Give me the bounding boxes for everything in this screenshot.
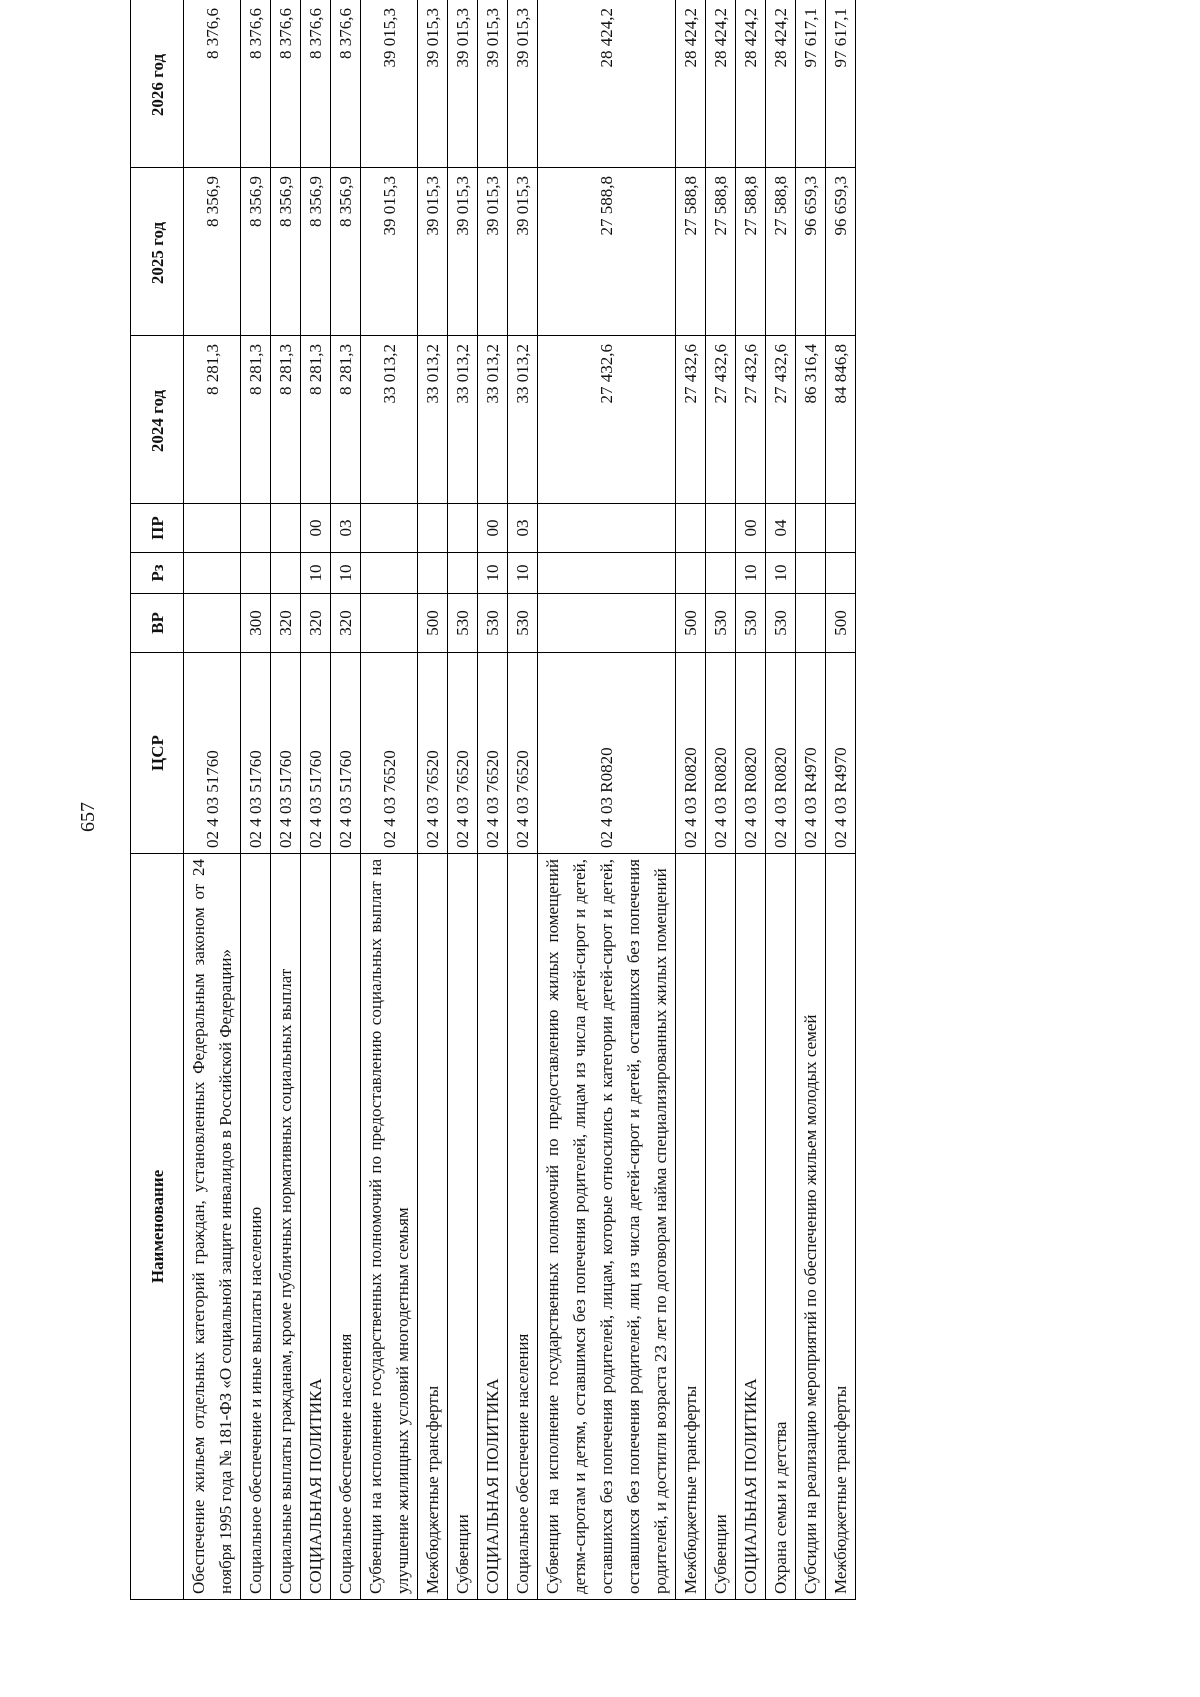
table-row — [766, 0, 796, 1600]
row-name-cell: Субвенции — [706, 854, 736, 1600]
row-2025-cell: 96 659,3 — [826, 168, 856, 336]
row-csr-cell: 02 4 03 R0820 — [706, 653, 736, 854]
row-2025-cell: 8 356,9 — [241, 168, 271, 336]
row-2024-cell: 33 013,2 — [508, 336, 538, 504]
row-2025-cell: 39 015,3 — [448, 168, 478, 336]
table-row — [826, 0, 856, 1600]
row-2026-cell: 28 424,2 — [736, 0, 766, 168]
row-csr-cell: 02 4 03 76520 — [448, 653, 478, 854]
row-2026-cell: 8 376,6 — [184, 0, 241, 168]
row-rz-cell — [241, 553, 271, 594]
row-vr-cell: 320 — [301, 594, 331, 653]
row-name-cell: СОЦИАЛЬНАЯ ПОЛИТИКА — [736, 854, 766, 1600]
row-vr-cell: 530 — [448, 594, 478, 653]
row-name-cell: СОЦИАЛЬНАЯ ПОЛИТИКА — [478, 854, 508, 1600]
row-2025-cell: 27 588,8 — [538, 168, 676, 336]
table-row — [271, 0, 301, 1600]
row-name-cell: Межбюджетные трансферты — [676, 854, 706, 1600]
row-csr-cell: 02 4 03 51760 — [271, 653, 301, 854]
row-rz-cell: 10 — [736, 553, 766, 594]
row-2026-cell: 28 424,2 — [766, 0, 796, 168]
table-row — [184, 0, 241, 1600]
row-rz-cell — [706, 553, 736, 594]
row-2026-cell: 28 424,2 — [706, 0, 736, 168]
row-pr-cell: 04 — [766, 504, 796, 553]
table-row — [448, 0, 478, 1600]
row-name-cell: Охрана семьи и детства — [766, 854, 796, 1600]
row-2024-cell: 27 432,6 — [706, 336, 736, 504]
row-2024-cell: 8 281,3 — [271, 336, 301, 504]
row-rz-cell — [538, 553, 676, 594]
row-csr-cell: 02 4 03 51760 — [301, 653, 331, 854]
row-vr-cell — [796, 594, 826, 653]
row-2026-cell: 39 015,3 — [418, 0, 448, 168]
row-rz-cell: 10 — [478, 553, 508, 594]
row-pr-cell — [706, 504, 736, 553]
row-csr-cell: 02 4 03 76520 — [478, 653, 508, 854]
row-2026-cell: 39 015,3 — [361, 0, 418, 168]
row-rz-cell — [361, 553, 418, 594]
row-name-cell: Субвенции — [448, 854, 478, 1600]
row-2025-cell: 39 015,3 — [478, 168, 508, 336]
row-pr-cell — [676, 504, 706, 553]
row-rz-cell: 10 — [766, 553, 796, 594]
row-2026-cell: 8 376,6 — [331, 0, 361, 168]
row-csr-cell: 02 4 03 51760 — [184, 653, 241, 854]
row-2024-cell: 84 846,8 — [826, 336, 856, 504]
table-row — [736, 0, 766, 1600]
row-name-cell: Межбюджетные трансферты — [418, 854, 448, 1600]
row-2026-cell: 8 376,6 — [271, 0, 301, 168]
header-vr: ВР — [131, 594, 184, 653]
row-rz-cell: 10 — [331, 553, 361, 594]
row-2025-cell: 8 356,9 — [331, 168, 361, 336]
row-pr-cell — [361, 504, 418, 553]
row-csr-cell: 02 4 03 51760 — [331, 653, 361, 854]
table-header-row — [131, 0, 184, 1600]
table-body — [184, 0, 856, 1600]
row-pr-cell: 00 — [736, 504, 766, 553]
row-vr-cell: 530 — [766, 594, 796, 653]
row-pr-cell — [796, 504, 826, 553]
row-2025-cell: 27 588,8 — [676, 168, 706, 336]
row-vr-cell: 320 — [331, 594, 361, 653]
row-2025-cell: 39 015,3 — [508, 168, 538, 336]
row-pr-cell: 03 — [331, 504, 361, 553]
row-2026-cell: 8 376,6 — [301, 0, 331, 168]
row-rz-cell: 10 — [508, 553, 538, 594]
row-2024-cell: 33 013,2 — [478, 336, 508, 504]
header-csr: ЦСР — [131, 653, 184, 854]
header-name: Наименование — [131, 854, 184, 1600]
row-pr-cell: 03 — [508, 504, 538, 553]
row-csr-cell: 02 4 03 R0820 — [736, 653, 766, 854]
row-pr-cell: 00 — [478, 504, 508, 553]
row-name-cell: Социальное обеспечение населения — [331, 854, 361, 1600]
row-2025-cell: 27 588,8 — [766, 168, 796, 336]
table-row — [508, 0, 538, 1600]
row-vr-cell: 500 — [676, 594, 706, 653]
row-name-cell: Субвенции на исполнение государственных полномочий по предоставлению жилых помещений детям-сиротам и детям, оставшимся без попечения родителей, лицам из числа детей-сирот и детей, оставшихся без попечения родителей, лицам, которые относились к категории детей-сирот и детей, оставшихся без попечения родителей, лиц из числа детей-сирот и детей, оставшихся без попечения родителей, и достигли возраста 23 лет по договорам найма специализированных жилых помещений — [538, 854, 676, 1600]
row-2026-cell: 28 424,2 — [676, 0, 706, 168]
row-2026-cell: 8 376,6 — [241, 0, 271, 168]
row-name-cell: Обеспечение жильем отдельных категорий граждан, установленных Федеральным законом от 24 ноября 1995 года № 181-ФЗ «О социальной защите инвалидов в Российской Федерации» — [184, 854, 241, 1600]
row-rz-cell — [448, 553, 478, 594]
header-rz: Рз — [131, 553, 184, 594]
header-2026: 2026 год — [131, 0, 184, 168]
row-vr-cell: 500 — [418, 594, 448, 653]
row-vr-cell — [361, 594, 418, 653]
header-2024: 2024 год — [131, 336, 184, 504]
budget-table — [130, 0, 856, 1600]
row-pr-cell: 00 — [301, 504, 331, 553]
row-vr-cell: 530 — [478, 594, 508, 653]
row-2025-cell: 8 356,9 — [301, 168, 331, 336]
table-row — [241, 0, 271, 1600]
row-csr-cell: 02 4 03 76520 — [418, 653, 448, 854]
row-name-cell: Социальное обеспечение населения — [508, 854, 538, 1600]
row-name-cell: СОЦИАЛЬНАЯ ПОЛИТИКА — [301, 854, 331, 1600]
row-rz-cell — [271, 553, 301, 594]
table-row — [301, 0, 331, 1600]
table-row — [478, 0, 508, 1600]
row-pr-cell — [184, 504, 241, 553]
page-number: 657 — [77, 802, 99, 832]
row-2024-cell: 8 281,3 — [184, 336, 241, 504]
row-2024-cell: 33 013,2 — [448, 336, 478, 504]
row-vr-cell: 530 — [508, 594, 538, 653]
row-2024-cell: 33 013,2 — [418, 336, 448, 504]
table-row — [796, 0, 826, 1600]
row-2025-cell: 8 356,9 — [271, 168, 301, 336]
row-csr-cell: 02 4 03 R0820 — [538, 653, 676, 854]
row-2024-cell: 33 013,2 — [361, 336, 418, 504]
row-name-cell: Межбюджетные трансферты — [826, 854, 856, 1600]
table-row — [418, 0, 448, 1600]
row-vr-cell: 530 — [736, 594, 766, 653]
row-2024-cell: 8 281,3 — [331, 336, 361, 504]
row-2025-cell: 96 659,3 — [796, 168, 826, 336]
row-csr-cell: 02 4 03 51760 — [241, 653, 271, 854]
row-pr-cell — [241, 504, 271, 553]
row-2024-cell: 27 432,6 — [766, 336, 796, 504]
row-csr-cell: 02 4 03 76520 — [508, 653, 538, 854]
row-2025-cell: 27 588,8 — [736, 168, 766, 336]
row-pr-cell — [418, 504, 448, 553]
row-rz-cell — [826, 553, 856, 594]
row-2026-cell: 97 617,1 — [826, 0, 856, 168]
row-2024-cell: 27 432,6 — [736, 336, 766, 504]
row-vr-cell: 300 — [241, 594, 271, 653]
row-vr-cell: 500 — [826, 594, 856, 653]
row-name-cell: Социальные выплаты гражданам, кроме публичных нормативных социальных выплат — [271, 854, 301, 1600]
row-2026-cell: 39 015,3 — [448, 0, 478, 168]
row-vr-cell — [184, 594, 241, 653]
row-name-cell: Субсидии на реализацию мероприятий по обеспечению жильем молодых семей — [796, 854, 826, 1600]
row-2025-cell: 27 588,8 — [706, 168, 736, 336]
row-2024-cell: 27 432,6 — [538, 336, 676, 504]
table-row — [361, 0, 418, 1600]
header-pr: ПР — [131, 504, 184, 553]
row-pr-cell — [448, 504, 478, 553]
row-2024-cell: 86 316,4 — [796, 336, 826, 504]
row-vr-cell — [538, 594, 676, 653]
row-csr-cell: 02 4 03 R0820 — [676, 653, 706, 854]
row-rz-cell — [418, 553, 448, 594]
row-pr-cell — [826, 504, 856, 553]
row-rz-cell — [676, 553, 706, 594]
row-name-cell: Субвенции на исполнение государственных полномочий по предоставлению социальных выплат на улучшение жилищных условий многодетным семьям — [361, 854, 418, 1600]
table-row — [676, 0, 706, 1600]
row-pr-cell — [271, 504, 301, 553]
row-2026-cell: 39 015,3 — [478, 0, 508, 168]
table-row — [538, 0, 676, 1600]
row-pr-cell — [538, 504, 676, 553]
row-vr-cell: 320 — [271, 594, 301, 653]
row-2026-cell: 28 424,2 — [538, 0, 676, 168]
row-rz-cell: 10 — [301, 553, 331, 594]
row-2024-cell: 8 281,3 — [241, 336, 271, 504]
row-2025-cell: 8 356,9 — [184, 168, 241, 336]
row-2026-cell: 39 015,3 — [508, 0, 538, 168]
row-csr-cell: 02 4 03 R4970 — [826, 653, 856, 854]
row-2026-cell: 97 617,1 — [796, 0, 826, 168]
row-2024-cell: 27 432,6 — [676, 336, 706, 504]
row-csr-cell: 02 4 03 R0820 — [766, 653, 796, 854]
row-csr-cell: 02 4 03 76520 — [361, 653, 418, 854]
rotated-page-content — [130, 8, 1120, 1600]
row-csr-cell: 02 4 03 R4970 — [796, 653, 826, 854]
table-row — [331, 0, 361, 1600]
row-vr-cell: 530 — [706, 594, 736, 653]
row-2025-cell: 39 015,3 — [418, 168, 448, 336]
row-rz-cell — [796, 553, 826, 594]
row-rz-cell — [184, 553, 241, 594]
header-2025: 2025 год — [131, 168, 184, 336]
table-row — [706, 0, 736, 1600]
row-name-cell: Социальное обеспечение и иные выплаты населению — [241, 854, 271, 1600]
row-2024-cell: 8 281,3 — [301, 336, 331, 504]
row-2025-cell: 39 015,3 — [361, 168, 418, 336]
